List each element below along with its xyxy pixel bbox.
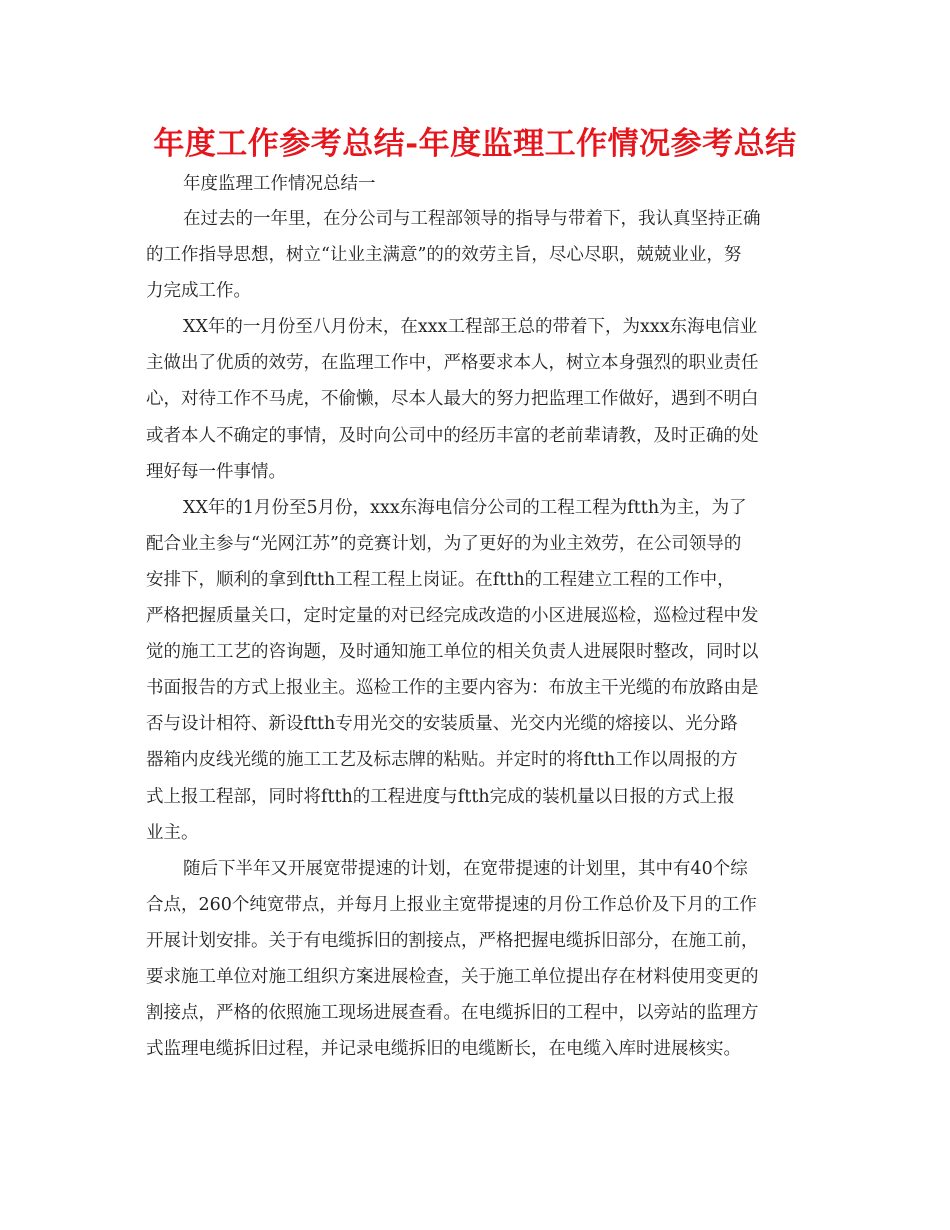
text-line: 合点，260个纯宽带点，并每月上报业主宽带提速的月份工作总价及下月的工作 xyxy=(146,894,757,915)
text-line: 式监理电缆拆旧过程，并记录电缆拆旧的电缆断长，在电缆入库时进展核实。 xyxy=(146,1039,741,1060)
text-line: 理好每一件事情。 xyxy=(146,461,286,482)
text-line: 业主。 xyxy=(146,822,199,843)
text-line: 随后下半年又开展宽带提速的计划，在宽带提速的计划里，其中有40个综 xyxy=(183,858,748,879)
text-line: 力完成工作。 xyxy=(146,281,251,302)
text-line: XX年的一月份至八月份末，在xxx工程部王总的带着下，为xxx东海电信业 xyxy=(183,317,758,338)
text-line: 严格把握质量关口，定时定量的对已经完成改造的小区进展巡检，巡检过程中发 xyxy=(146,606,759,627)
text-line: XX年的1月份至5月份，xxx东海电信分公司的工程工程为ftth为主，为了 xyxy=(183,497,747,518)
text-line: 的工作指导思想，树立“让业主满意”的的效劳主旨，尽心尽职，兢兢业业，努 xyxy=(146,245,742,266)
text-line: 心，对待工作不马虎，不偷懒，尽本人最大的努力把监理工作做好，遇到不明白 xyxy=(146,389,759,410)
text-line: 觉的施工工艺的咨询题，及时通知施工单位的相关负责人进展限时整改，同时以 xyxy=(146,642,759,663)
text-line: 开展计划安排。关于有电缆拆旧的割接点，严格把握电缆拆旧部分，在施工前， xyxy=(146,930,759,951)
paragraph-2 xyxy=(146,309,806,489)
text-line: 配合业主参与“光网江苏”的竞赛计划，为了更好的为业主效劳，在公司领导的 xyxy=(146,533,742,554)
text-line: 否与设计相符、新设ftth专用光交的安装质量、光交内光缆的熔接以、光分路 xyxy=(146,714,738,735)
document-title: 年度工作参考总结-年度监理工作情况参考总结 xyxy=(153,126,797,162)
text-line: 要求施工单位对施工组织方案进展检查，关于施工单位提出存在材料使用变更的 xyxy=(146,966,759,987)
text-line: 书面报告的方式上报业主。巡检工作的主要内容为：布放主干光缆的布放路由是 xyxy=(146,678,759,699)
document-subtitle: 年度监理工作情况总结一 xyxy=(183,174,376,194)
text-line: 主做出了优质的效劳，在监理工作中，严格要求本人，树立本身强烈的职业责任 xyxy=(146,353,759,374)
paragraph-1 xyxy=(146,201,806,309)
paragraph-3 xyxy=(146,490,806,851)
text-line: 或者本人不确定的事情，及时向公司中的经历丰富的老前辈请教，及时正确的处 xyxy=(146,425,759,446)
paragraph-4 xyxy=(146,851,806,1068)
text-line: 式上报工程部，同时将ftth的工程进度与ftth完成的装机量以日报的方式上报 xyxy=(146,786,735,807)
text-line: 割接点，严格的依照施工现场进展查看。在电缆拆旧的工程中，以旁站的监理方 xyxy=(146,1003,759,1024)
text-line: 在过去的一年里，在分公司与工程部领导的指导与带着下，我认真坚持正确 xyxy=(183,209,761,229)
document-body xyxy=(146,201,806,1067)
text-line: 安排下，顺利的拿到ftth工程工程上岗证。在ftth的工程建立工程的工作中， xyxy=(146,569,735,590)
text-line: 器箱内皮线光缆的施工工艺及标志牌的粘贴。并定时的将ftth工作以周报的方 xyxy=(146,750,738,771)
